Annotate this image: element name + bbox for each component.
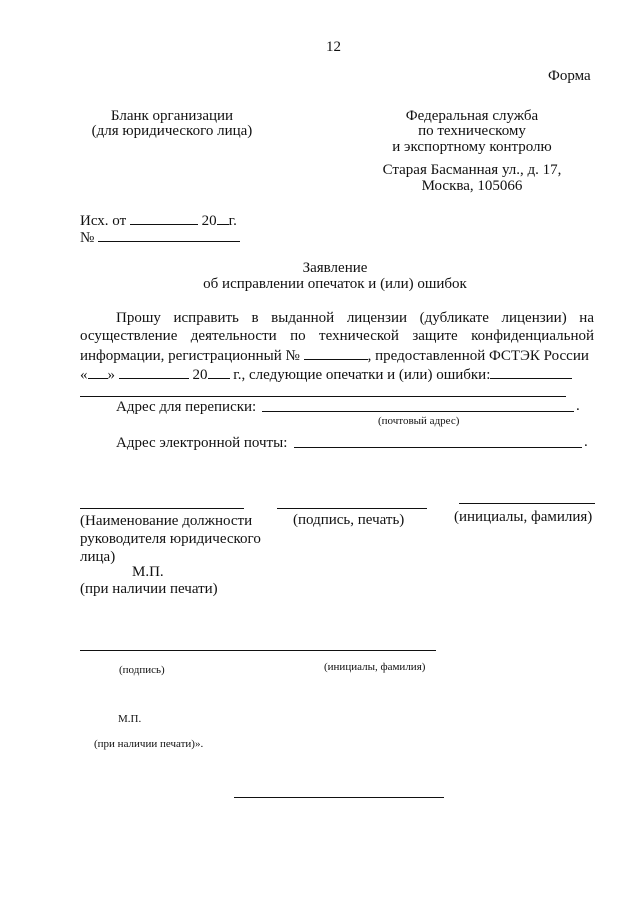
body-line1: Прошу исправить в выданной лицензии (дубликате лицензии) на xyxy=(116,310,594,326)
initials-caption: (инициалы, фамилия) xyxy=(454,509,593,525)
recipient-address2: Москва, 105066 xyxy=(421,178,523,194)
second-stamp-note: (при наличии печати)». xyxy=(94,738,204,750)
year-blank[interactable] xyxy=(208,364,230,379)
outgoing-ref-prefix: Исх. от xyxy=(80,213,127,229)
title-line1: Заявление xyxy=(302,260,368,276)
body-line4-d: г., следующие опечатки и (или) ошибки: xyxy=(233,367,491,383)
recipient-line3: и экспортному контролю xyxy=(392,139,552,155)
registration-number-blank[interactable] xyxy=(304,345,368,360)
org-blank-line1: Бланк организации xyxy=(110,108,234,124)
outgoing-number-label: № xyxy=(80,230,95,246)
errors-blank-inline[interactable] xyxy=(490,364,572,379)
title-line2: об исправлении опечаток и (или) ошибок xyxy=(203,276,467,292)
recipient-line2: по техническому xyxy=(418,123,526,139)
stamp-label: М.П. xyxy=(132,564,164,580)
email-label: Адрес электронной почты: xyxy=(116,435,288,451)
outgoing-year-blank[interactable] xyxy=(217,210,229,225)
errors-blank-line[interactable] xyxy=(80,396,566,397)
body-line4-b: » xyxy=(107,367,115,383)
outgoing-number-blank[interactable] xyxy=(98,227,240,242)
outgoing-number xyxy=(80,227,240,248)
form-label: Форма xyxy=(548,68,591,84)
email-blank[interactable] xyxy=(294,447,582,448)
org-blank-line2: (для юридического лица) xyxy=(91,123,253,139)
second-stamp-label: М.П. xyxy=(118,713,142,725)
signature-caption: (подпись, печать) xyxy=(293,512,405,528)
recipient-line1: Федеральная служба xyxy=(405,108,539,124)
body-line3-a: информации, регистрационный № xyxy=(80,348,300,364)
outgoing-date-blank[interactable] xyxy=(130,210,198,225)
body-line3-b: , предоставленной ФСТЭК России xyxy=(367,348,589,364)
position-line1: (Наименование должности xyxy=(80,513,253,529)
signature-line[interactable] xyxy=(277,508,427,509)
closing-separator xyxy=(234,797,444,798)
second-signature-caption: (подпись) xyxy=(119,664,165,676)
recipient-address1: Старая Басманная ул., д. 17, xyxy=(382,162,562,178)
position-line2: руководителя юридического xyxy=(80,531,261,547)
position-signature-line[interactable] xyxy=(80,508,244,509)
body-line4 xyxy=(80,364,572,385)
body-line4-c: 20 xyxy=(192,367,208,383)
page-number: 12 xyxy=(326,39,341,55)
body-line2: осуществление деятельности по технической защите конфиденциальной xyxy=(80,328,594,344)
position-line3: лица) xyxy=(80,549,116,565)
second-signature-line[interactable] xyxy=(80,650,436,651)
mailing-address-label: Адрес для переписки: xyxy=(116,399,257,415)
outgoing-year-suffix: г. xyxy=(228,213,237,229)
email-end: . xyxy=(584,434,588,450)
mailing-address-end: . xyxy=(576,398,580,414)
day-blank[interactable] xyxy=(88,364,108,379)
mailing-address-hint: (почтовый адрес) xyxy=(378,415,460,427)
month-blank[interactable] xyxy=(119,364,189,379)
second-initials-caption: (инициалы, фамилия) xyxy=(324,661,426,673)
outgoing-year-prefix: 20 xyxy=(201,213,217,229)
initials-signature-line[interactable] xyxy=(459,503,595,504)
body-line4-a: « xyxy=(80,367,88,383)
body-line3 xyxy=(80,345,589,366)
stamp-note: (при наличии печати) xyxy=(80,581,218,597)
mailing-address-blank[interactable] xyxy=(262,411,574,412)
